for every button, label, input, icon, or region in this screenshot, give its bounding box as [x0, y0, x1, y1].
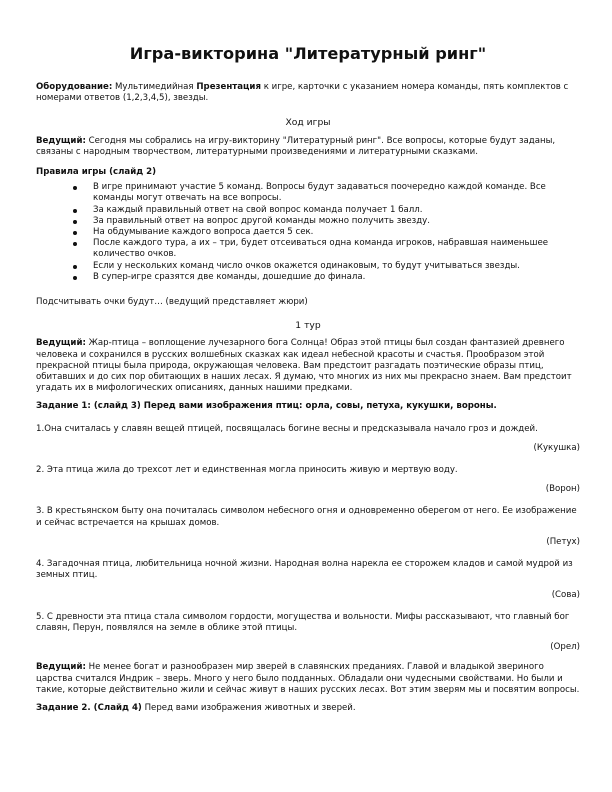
rule-item: Если у нескольких команд число очков окажется одинаковым, то будут учитываться звезды.: [73, 261, 580, 272]
task-1-text: Задание 1: (слайд 3) Перед вами изображения птиц: орла, совы, петуха, кукушки, вороны.: [36, 401, 497, 412]
answer-3: (Петух): [546, 536, 580, 547]
equipment-text-2: к игре, карточки с указанием номера команды, пять комплектов с номерами ответов (1,2,3,4,5), звезды.: [36, 82, 569, 104]
question-3: 3. В крестьянском быту она почиталась символом небесного огня и одновременно оберегом от него. Ее изображение и сейчас встречается на крышах домов.: [36, 506, 577, 528]
task-2-text: Перед вами изображения животных и зверей.: [141, 702, 356, 713]
host-label: Ведущий:: [36, 662, 86, 673]
question-4: 4. Загадочная птица, любительница ночной жизни. Народная волна нарекла ее сторожем кладов и самой мудрой из земных птиц.: [36, 559, 573, 581]
rule-item: После каждого тура, а их – три, будет отсеиваться одна команда игроков, набравшая наименьшее количество очков.: [73, 238, 580, 260]
document-page: [36, 44, 580, 714]
rules-list: [36, 182, 580, 283]
rules-heading-text: Правила игры (слайд 2): [36, 167, 157, 178]
question-1: 1.Она считалась у славян вещей птицей, посвящалась богине весны и предсказывала начало гроз и дождей.: [36, 423, 538, 434]
host-firebird-paragraph: [36, 338, 580, 394]
equipment-label: Оборудование:: [36, 82, 113, 92]
rules-heading: [36, 167, 580, 178]
host-firebird-text: Жар-птица – воплощение лучезарного бога Солнца! Образ этой птицы был создан фантазией древнего человека и сохранился в русских волшебных сказках как идеал небесной красоты и счастья. Прообразом этой прекрасной птицы была природа, окружающая человека. Вам предстоит разгадать поэтические образы птиц, обитавших и до сих пор обитающих в наших лесах. Я думаю, что многих из них мы прекрасно знаем. Вам предстоит угадать их в мифологических описаниях, данных нашими предками.: [36, 338, 572, 394]
count-points-text: Подсчитывать очки будут… (ведущий представляет жюри): [36, 297, 308, 308]
rule-item: В супер-игре сразятся две команды, дошедшие до финала.: [73, 272, 580, 283]
question-2: 2. Эта птица жила до трехсот лет и единственная могла приносить живую и мертвую воду.: [36, 465, 458, 476]
task-1-heading: [36, 401, 580, 412]
answer-5: (Орел): [550, 642, 580, 653]
answer-1: (Кукушка): [533, 442, 580, 453]
equipment-paragraph: [36, 82, 580, 104]
equipment-text-1: Мультимедийная: [112, 82, 197, 92]
section-course-heading: Ход игры: [285, 117, 331, 129]
rule-item: За правильный ответ на вопрос другой команды можно получить звезду.: [73, 216, 580, 227]
rule-item: За каждый правильный ответ на свой вопрос команда получает 1 балл.: [73, 205, 580, 216]
document-title: Игра-викторина "Литературный ринг": [129, 44, 487, 63]
host-label: Ведущий:: [36, 338, 86, 349]
question-5: 5. С древности эта птица стала символом гордости, могущества и вольности. Мифы рассказывают, что главный бог славян, Перун, появлялся на земле в облике этой птицы.: [36, 611, 570, 633]
tour-1-heading: 1 тур: [295, 320, 321, 332]
rule-item: В игре принимают участие 5 команд. Вопросы будут задаваться поочередно каждой команде. Все команды могут отвечать на все вопросы.: [73, 182, 580, 204]
equipment-presentation: Презентация: [196, 82, 261, 92]
host-intro-paragraph: [36, 136, 580, 158]
host-intro-text: Сегодня мы собрались на игру-викторину "Литературный ринг". Все вопросы, которые будут заданы, связаны с народным творчеством, литературными произведениями и литературными сказками.: [36, 135, 556, 157]
host-label: Ведущий:: [36, 135, 86, 146]
rule-item: На обдумывание каждого вопроса дается 5 сек.: [73, 227, 580, 238]
answer-4: (Сова): [551, 589, 580, 600]
answer-2: (Ворон): [545, 484, 580, 495]
host-beasts-text: Не менее богат и разнообразен мир зверей в славянских преданиях. Главой и владыкой звериного царства считался Индрик – зверь. Много у него было подданных. Обладали они чудесными свойствами. Но были и такие, которые действительно жили и сейчас живут в наших русских лесах. Вот этим зверям мы и посвятим вопросы.: [36, 662, 580, 695]
task-2-paragraph: [36, 703, 580, 714]
host-beasts-paragraph: [36, 662, 580, 696]
task-2-label: Задание 2. (Слайд 4): [36, 702, 142, 713]
